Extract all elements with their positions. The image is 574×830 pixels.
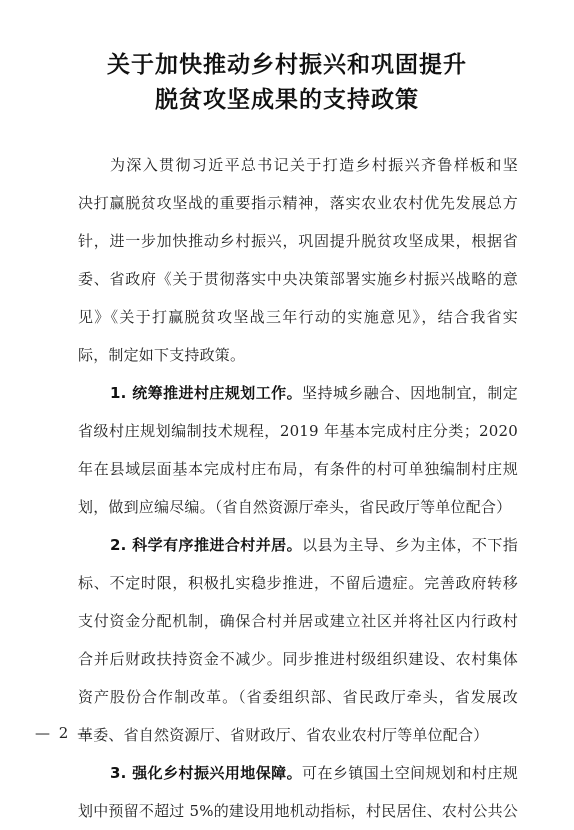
line-text: 坚持城乡融合、因地制宜，制定 (302, 384, 518, 402)
body-line (78, 754, 518, 792)
line-text: 标、不定时限，积极扎实稳步推进，不留后遗症。完善政府转移 (78, 574, 518, 592)
line-text: 以县为主导、乡为主体，不下指 (302, 536, 518, 554)
body-line (78, 488, 518, 526)
body-line (78, 678, 518, 716)
section-heading: 3. 强化乡村振兴用地保障。 (110, 764, 303, 782)
page-number: — 2 — (35, 724, 95, 742)
body-line (78, 602, 518, 640)
line-text: 革委、省自然资源厅、省财政厅、省农业农村厅等单位配合） (78, 726, 489, 744)
body-line (78, 184, 518, 222)
body-line (78, 450, 518, 488)
body-line (78, 640, 518, 678)
document-title-line-1: 关于加快推动乡村振兴和巩固提升 (107, 52, 467, 78)
line-text: 年在县域层面基本完成村庄布局，有条件的村可单独编制村庄规 (78, 460, 518, 478)
body-line (78, 792, 518, 830)
section-heading: 1. 统筹推进村庄规划工作。 (110, 384, 303, 402)
document-body (78, 146, 518, 830)
line-text: 合并后财政扶持资金不减少。同步推进村级组织建设、农村集体 (78, 650, 518, 668)
body-line (78, 222, 518, 260)
line-text: 划中预留不超过 5%的建设用地机动指标，村民居住、农村公共公 (78, 802, 518, 820)
line-text: 可在乡镇国土空间规划和村庄规 (302, 764, 518, 782)
line-text: 际，制定如下支持政策。 (78, 346, 246, 364)
line-text: 决打赢脱贫攻坚战的重要指示精神，落实农业农村优先发展总方 (78, 194, 518, 212)
body-line (78, 298, 518, 336)
line-text: 资产股份合作制改革。（省委组织部、省民政厅牵头，省发展改 (78, 688, 518, 706)
line-text: 针，进一步加快推动乡村振兴，巩固提升脱贫攻坚成果，根据省 (78, 232, 518, 250)
body-line (78, 564, 518, 602)
body-line (78, 526, 518, 564)
line-text: 支付资金分配机制，确保合村并居或建立社区并将社区内行政村 (78, 612, 518, 630)
body-line (78, 374, 518, 412)
body-line (78, 336, 518, 374)
line-text: 委、省政府《关于贯彻落实中央决策部署实施乡村振兴战略的意 (78, 270, 518, 288)
section-heading: 2. 科学有序推进合村并居。 (110, 536, 303, 554)
line-text: 见》《关于打赢脱贫攻坚战三年行动的实施意见》，结合我省实 (78, 308, 518, 326)
body-line (78, 146, 518, 184)
line-text: 省级村庄规划编制技术规程，2019 年基本完成村庄分类；2020 (78, 422, 518, 440)
line-text: 为深入贯彻习近平总书记关于打造乡村振兴齐鲁样板和坚 (110, 156, 518, 174)
document-title-line-2: 脱贫攻坚成果的支持政策 (155, 87, 419, 113)
body-line (78, 716, 518, 754)
line-text: 划，做到应编尽编。（省自然资源厅牵头，省民政厅等单位配合） (78, 498, 512, 516)
body-line (78, 260, 518, 298)
body-line (78, 412, 518, 450)
